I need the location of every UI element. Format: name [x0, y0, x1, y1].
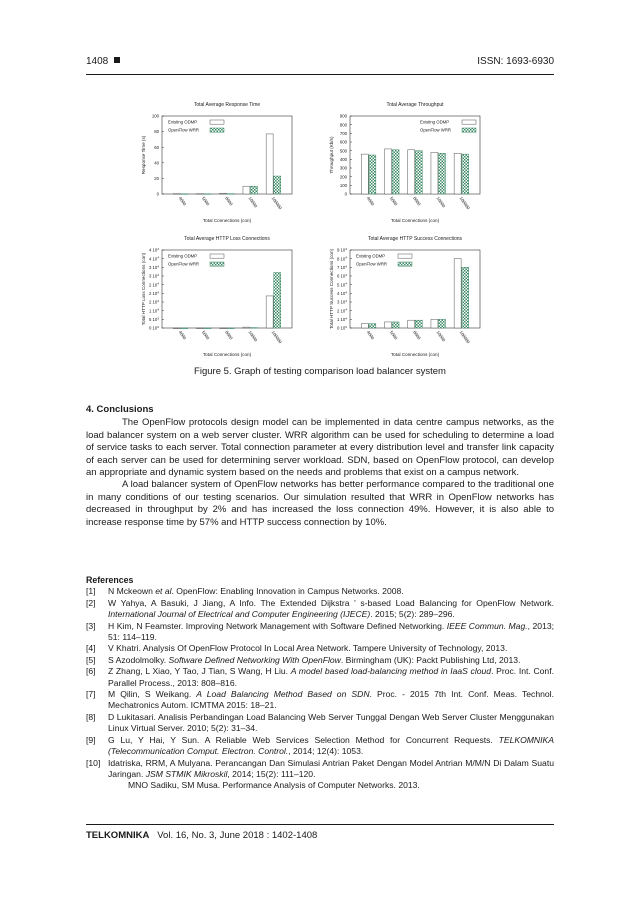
legend-swatch-existing [462, 120, 476, 124]
bar-existing-odmp [266, 296, 273, 328]
bar-openflow-wrr [462, 267, 469, 328]
x-tick-label: 10000 [435, 329, 447, 343]
y-tick-label: 0 $10^0$ [148, 325, 159, 331]
y-axis-label: Throughput (Kb/s) [329, 136, 334, 174]
figure-caption: Figure 5. Graph of testing comparison load balancer system [194, 366, 446, 377]
legend-label: OpenFlow WRR [356, 261, 388, 267]
bar-openflow-wrr [227, 194, 234, 195]
y-tick-label: 8 $10^4$ [336, 255, 347, 262]
y-tick-label: 80 [154, 129, 159, 135]
legend-label: Existing ODMP [168, 119, 198, 125]
bar-existing-odmp [385, 322, 392, 328]
y-tick-label: 800 [339, 122, 347, 128]
y-tick-label: 4 $10^4$ [148, 255, 159, 262]
bar-openflow-wrr [392, 322, 399, 328]
reference-continuation: MNO Sadiku, SM Musa. Performance Analysis of Computer Networks. 2013. [128, 780, 420, 791]
chart-panel [141, 236, 292, 357]
reference-item [86, 712, 554, 735]
bar-existing-odmp [220, 193, 227, 194]
reference-item [86, 655, 554, 666]
reference-number: [8] [86, 711, 96, 722]
bar-openflow-wrr [392, 150, 399, 194]
y-tick-label: 20 [154, 176, 159, 181]
reference-text: W Yahya, A Basuki, J Jiang, A Info. The Extended Dijkstra ' s-based Load Balancing for OpenFlow Network. [108, 597, 554, 608]
y-tick-label: 4 $10^4$ [336, 290, 347, 296]
bar-openflow-wrr [181, 194, 188, 195]
bar-openflow-wrr [251, 186, 258, 194]
bar-existing-odmp [454, 153, 461, 194]
x-tick-label: 4000 [177, 329, 188, 341]
y-tick-label: 60 [154, 144, 159, 150]
legend-label: Existing ODMP [356, 253, 386, 259]
bar-existing-odmp [408, 320, 415, 328]
reference-title: IEEE Commun. Mag. [446, 620, 528, 631]
reference-details: . Proc. - 2015 7th Int. Conf. Meas. Technol. Mechatronics Autom. ICMTMA 2015: 18–21. [108, 689, 554, 711]
x-tick-label: 4000 [365, 329, 376, 341]
bar-existing-odmp [243, 327, 250, 328]
legend-swatch-existing [210, 120, 224, 124]
y-tick-label: 600 [339, 139, 347, 145]
legend-swatch-existing [210, 254, 224, 258]
x-tick-label: 100000 [458, 195, 471, 211]
issn-label: ISSN: 1693-6930 [477, 56, 554, 67]
x-tick-label: 10000 [247, 329, 259, 343]
reference-item [86, 598, 554, 621]
legend-label: OpenFlow WRR [168, 127, 200, 133]
y-tick-label: 40 [154, 160, 159, 166]
bar-existing-odmp [243, 186, 250, 194]
reference-details: , 2014; 15(2): 111–120. [227, 768, 316, 779]
square-bullet-icon [114, 57, 120, 63]
x-tick-label: 8000 [412, 195, 422, 207]
issue-info: Vol. 16, No. 3, June 2018 : 1402-1408 [157, 830, 318, 841]
figure-5 [140, 96, 500, 358]
reference-number: [5] [86, 654, 96, 665]
legend-label: OpenFlow WRR [420, 127, 452, 133]
legend-label: Existing ODMP [420, 119, 450, 125]
legend-label: Existing ODMP [168, 253, 198, 259]
reference-item [86, 643, 554, 654]
y-tick-label: 1 $10^4$ [148, 307, 159, 314]
y-tick-label: 3 $10^4$ [336, 299, 347, 305]
reference-item [86, 621, 554, 644]
references-section [86, 575, 554, 792]
bar-existing-odmp [197, 194, 204, 195]
y-tick-label: 5 $10^3$ [148, 316, 159, 322]
bar-openflow-wrr [274, 273, 281, 328]
bar-openflow-wrr [369, 324, 376, 328]
reference-details: , 2013; 51: 114–119. [108, 620, 555, 643]
reference-item [86, 735, 554, 758]
y-tick-label: 700 [339, 130, 347, 136]
y-tick-label: 900 [339, 113, 347, 119]
reference-number: [4] [86, 643, 96, 654]
x-axis-label: Total Connections (con) [202, 218, 252, 223]
reference-title: A Load Balancing Method Based on SDN [196, 689, 370, 700]
reference-text: D Lukitasari. Analisis Perbandingan Load Balancing Web Server Tunggal Dengan Web Server Cluster Menggunakan Linux Virtual Server. 2010; 5(2): 31–34. [108, 711, 554, 734]
y-tick-label: 2 $10^4$ [148, 299, 159, 305]
y-tick-label: 5 $10^4$ [336, 281, 347, 288]
reference-details: . OpenFlow: Enabling Innovation in Campus Networks. 2008. [171, 586, 404, 597]
y-tick-label: 3 $10^4$ [148, 264, 159, 270]
bar-existing-odmp [173, 194, 180, 195]
reference-text: V Khatri. Analysis Of OpenFlow Protocol In Local Area Network. Tampere University of Technology, 2013. [108, 643, 508, 654]
x-tick-label: 8000 [224, 195, 234, 207]
bar-existing-odmp [361, 324, 368, 328]
y-tick-label: 9 $10^4$ [336, 247, 347, 253]
y-tick-label: 2 $10^4$ [148, 281, 159, 288]
reference-title: A model based load-balancing method in IaaS cloud [290, 666, 492, 677]
conclusions-paragraph: The OpenFlow protocols design model can be implemented in data centre campus networks, as the load balancer system on a web server cluster. WRR algorithm can be used for scheduling to determine a load of service tasks to each server. Total connection parameter at every distribution level and transfer link capacity of each server can be used for determining server workload. SDN, based on OpenFlow protocol, can develop an appropriate and dynamic system based on the needs and problems that exist on a campus network. [86, 417, 554, 479]
reference-number: [2] [86, 597, 96, 608]
legend-swatch-openflow [398, 262, 412, 266]
chart-legend [420, 120, 476, 133]
x-tick-label: 4000 [365, 195, 376, 207]
y-tick-label: 200 [339, 174, 347, 180]
reference-details: . 2015; 5(2): 289–296. [370, 609, 455, 620]
bar-openflow-wrr [439, 153, 446, 194]
chart-panel [329, 102, 480, 223]
legend-swatch-existing [398, 254, 412, 258]
bar-existing-odmp [266, 134, 273, 194]
page-number: 1408 [86, 56, 120, 67]
y-tick-label: 0 $10^0$ [336, 325, 347, 331]
reference-title: Software Defined Networking With OpenFlow [168, 654, 341, 665]
x-tick-label: 5000 [200, 329, 211, 341]
bar-existing-odmp [431, 152, 438, 194]
x-tick-label: 8000 [412, 329, 422, 341]
journal-name: TELKOMNIKA [86, 830, 150, 841]
chart-title: Total Average Response Time [193, 102, 261, 108]
chart-title: Total Average HTTP Loss Connections [184, 236, 270, 242]
bar-existing-odmp [385, 149, 392, 194]
x-tick-label: 10000 [247, 195, 259, 209]
y-axis-label: Response Time (s) [141, 135, 146, 175]
y-tick-label: 500 [339, 148, 347, 154]
y-tick-label: 100 [339, 182, 347, 188]
x-tick-label: 5000 [200, 195, 211, 207]
y-tick-label: 0 [344, 191, 347, 197]
x-axis-label: Total Connections (con) [390, 352, 440, 357]
reference-number: [6] [86, 666, 96, 677]
page-header [86, 56, 554, 72]
bar-openflow-wrr [462, 154, 469, 194]
reference-details: . Proc. Int. Conf. Parallel Process., 2013: 808–816. [108, 666, 554, 688]
bar-existing-odmp [197, 328, 204, 329]
bar-openflow-wrr [415, 151, 422, 194]
y-tick-label: 300 [339, 165, 347, 171]
bar-existing-odmp [454, 259, 461, 328]
conclusions-heading: 4. Conclusions [86, 404, 154, 415]
chart-legend [168, 254, 224, 267]
y-tick-label: 0 [156, 191, 159, 197]
references-heading: References [86, 575, 134, 585]
x-tick-label: 5000 [388, 329, 399, 341]
reference-details: . Birmingham (UK): Packt Publishing Ltd, 2013. [340, 654, 521, 665]
x-tick-label: 5000 [388, 195, 399, 207]
x-axis-label: Total Connections (con) [390, 218, 440, 223]
legend-swatch-openflow [210, 128, 224, 132]
chart-panel [141, 102, 292, 223]
reference-title: JSM STMIK Mikroskil [145, 768, 228, 779]
reference-item [86, 666, 554, 689]
bar-openflow-wrr [415, 320, 422, 328]
bar-existing-odmp [431, 319, 438, 328]
y-tick-label: 3 $10^4$ [148, 273, 159, 279]
reference-details: , 2014; 12(4): 1053. [288, 746, 364, 757]
y-tick-label: 1 $10^4$ [336, 316, 347, 322]
legend-label: OpenFlow WRR [168, 261, 200, 267]
chart-title: Total Average Throughput [386, 102, 444, 108]
reference-item [86, 689, 554, 712]
reference-item [86, 758, 554, 781]
x-tick-label: 10000 [435, 195, 447, 209]
reference-item [86, 586, 554, 597]
references-list [86, 586, 554, 780]
reference-text: N Mckeown [108, 586, 156, 597]
reference-number: [9] [86, 734, 96, 745]
y-axis-label: Total HTTP Loss Connections (con) [141, 252, 146, 326]
reference-title: et al [155, 586, 172, 597]
legend-swatch-openflow [210, 262, 224, 266]
x-tick-label: 100000 [270, 329, 283, 345]
reference-number: [3] [86, 620, 96, 631]
y-tick-label: 400 [339, 156, 347, 162]
bar-existing-odmp [220, 328, 227, 329]
reference-title: International Journal of Electrical and Computer Engineering (IJECE) [108, 609, 371, 620]
reference-text: Idatriska, RRM, A Mulyana. Perancangan Dan Simulasi Antrian Paket Dengan Model Antrian M/M/N Di Dalam Suatu Jaringan. [108, 757, 554, 779]
reference-text: M Qilin, S Weikang. [108, 689, 197, 700]
reference-text: H Kim, N Feamster. Improving Network Management with Software Defined Networking. [108, 620, 447, 631]
y-tick-label: 4 $10^4$ [148, 247, 159, 253]
reference-text: G Lu, Y Hai, Y Sun. A Reliable Web Services Selection Method for Concurrent Requests. [108, 734, 499, 745]
chart-legend [168, 120, 224, 133]
y-tick-label: 100 [151, 113, 159, 119]
chart-title: Total Average HTTP Success Connections [367, 236, 463, 242]
x-tick-label: 100000 [270, 195, 283, 211]
bar-openflow-wrr [439, 319, 446, 328]
figure-5-charts [140, 96, 500, 358]
y-tick-label: 7 $10^4$ [336, 264, 347, 270]
page-footer [86, 830, 317, 841]
bar-openflow-wrr [274, 176, 281, 194]
reference-number: [7] [86, 689, 96, 700]
chart-legend [356, 254, 412, 267]
bar-openflow-wrr [251, 328, 258, 329]
x-axis-label: Total Connections (con) [202, 352, 252, 357]
x-tick-label: 4000 [177, 195, 188, 207]
reference-text: Z Zhang, L Xiao, Y Tao, J Tian, S Wang, H Liu. [108, 666, 291, 677]
bar-existing-odmp [173, 328, 180, 329]
header-divider [86, 74, 554, 75]
chart-panel [329, 236, 480, 357]
y-tick-label: 6 $10^4$ [336, 273, 347, 279]
bar-openflow-wrr [204, 194, 211, 195]
bar-existing-odmp [361, 154, 368, 194]
y-axis-label: Total HTTP Success Connections (con) [329, 248, 334, 330]
y-tick-label: 2 $10^4$ [336, 307, 347, 314]
footer-divider [86, 824, 554, 825]
x-tick-label: 8000 [224, 329, 234, 341]
bar-openflow-wrr [369, 155, 376, 194]
conclusions-paragraph: A load balancer system of OpenFlow networks has better performance compared to the traditional one in many conditions of our testing scenarios. Our simulation resulted that WRR in OpenFlow networks has decreased in throughput by 2% and has increased the loss connection 49%. However, it is also able to increase response time by 57% and HTTP success connection by 10%. [86, 479, 554, 528]
reference-text: S Azodolmolky. [108, 654, 169, 665]
reference-number: [10] [86, 757, 101, 768]
legend-swatch-openflow [462, 128, 476, 132]
conclusions-section [86, 404, 554, 529]
x-tick-label: 100000 [458, 329, 471, 345]
reference-title: TELKOMNIKA (Telecommunication Comput. Electron. Control. [108, 734, 554, 757]
reference-number: [1] [86, 586, 96, 597]
y-tick-label: 2 $10^4$ [148, 290, 159, 296]
bar-existing-odmp [408, 150, 415, 194]
